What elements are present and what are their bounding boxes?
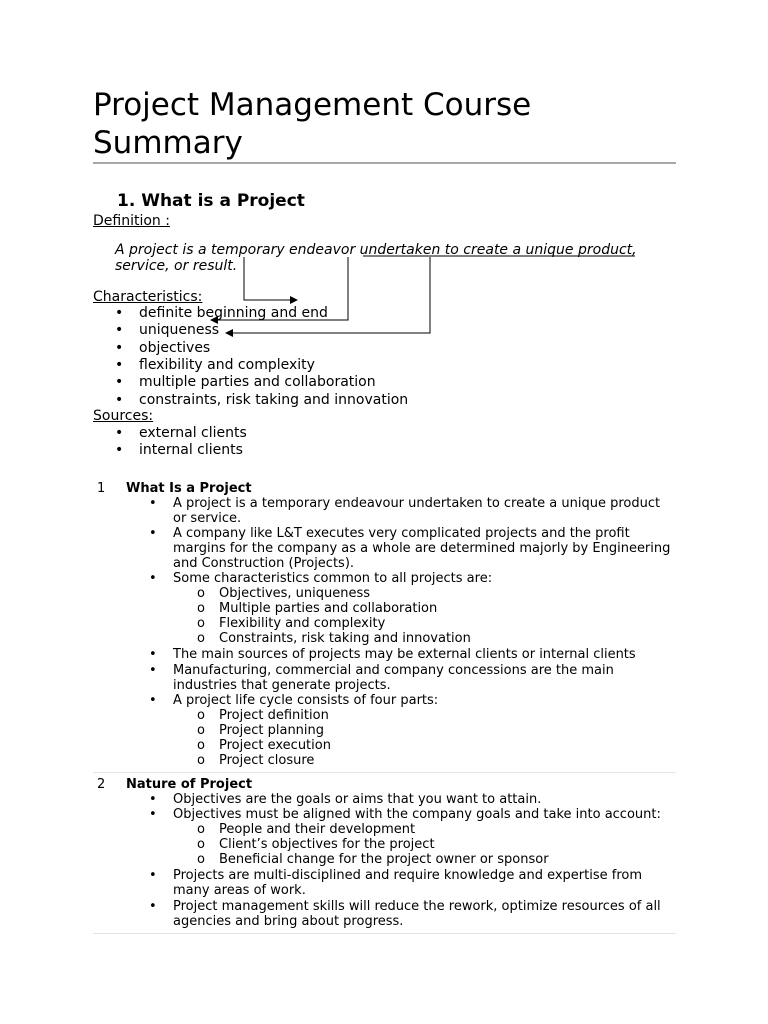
table-row-separator <box>93 772 676 773</box>
bullet-marker: • <box>115 340 124 356</box>
row-title: Nature of Project <box>126 777 253 792</box>
sub-bullet-marker: o <box>197 738 205 753</box>
sub-list-item: Objectives, uniqueness <box>219 586 371 601</box>
list-item: margins for the company as a whole are determined majorly by Engineering <box>173 541 671 556</box>
list-item: Project management skills will reduce the rework, optimize resources of all <box>173 899 661 914</box>
sub-bullet-marker: o <box>197 723 205 738</box>
row-number: 1 <box>97 481 106 496</box>
definition-text-line2: service, or result. <box>115 258 238 274</box>
bullet-marker: • <box>149 693 157 708</box>
row-number: 2 <box>97 777 106 792</box>
sub-list-item: Project definition <box>219 708 329 723</box>
bullet-marker: • <box>115 305 124 321</box>
list-item: and Construction (Projects). <box>173 556 355 571</box>
arrow-to-beginning-end <box>244 257 297 300</box>
row-title: What Is a Project <box>126 481 252 496</box>
document-title-line1: Project Management Course <box>93 87 532 123</box>
arrow-to-objectives <box>211 257 348 320</box>
table-row-separator <box>93 933 676 934</box>
list-item: A project is a temporary endeavour undertaken to create a unique product <box>173 496 661 511</box>
list-item: constraints, risk taking and innovation <box>139 392 409 408</box>
bullet-marker: • <box>149 647 157 662</box>
bullet-marker: • <box>115 442 124 458</box>
sub-bullet-marker: o <box>197 837 205 852</box>
sub-bullet-marker: o <box>197 822 205 837</box>
list-item: internal clients <box>139 442 243 458</box>
bullet-marker: • <box>149 496 157 511</box>
sub-list-item: Project closure <box>219 753 315 768</box>
list-item: multiple parties and collaboration <box>139 374 376 390</box>
list-item: The main sources of projects may be external clients or internal clients <box>173 647 636 662</box>
list-item: A company like L&T executes very complicated projects and the profit <box>173 526 630 541</box>
list-item: A project life cycle consists of four parts: <box>173 693 439 708</box>
sub-list-item: Client’s objectives for the project <box>219 837 435 852</box>
list-item: definite beginning and end <box>139 305 328 321</box>
sub-bullet-marker: o <box>197 708 205 723</box>
sub-list-item: Flexibility and complexity <box>219 616 386 631</box>
bullet-marker: • <box>149 571 157 586</box>
list-item: Projects are multi-disciplined and require knowledge and expertise from <box>173 868 642 883</box>
section-heading: 1. What is a Project <box>117 191 305 211</box>
bullet-marker: • <box>115 392 124 408</box>
list-item: Some characteristics common to all projects are: <box>173 571 493 586</box>
sub-bullet-marker: o <box>197 586 205 601</box>
sub-list-item: Project execution <box>219 738 331 753</box>
bullet-marker: • <box>149 868 157 883</box>
bullet-marker: • <box>115 357 124 373</box>
bullet-marker: • <box>149 807 157 822</box>
document-title-line2: Summary <box>93 125 243 161</box>
list-item: Manufacturing, commercial and company concessions are the main <box>173 663 614 678</box>
list-item: Objectives are the goals or aims that you want to attain. <box>173 792 542 807</box>
arrow-to-uniqueness <box>226 257 430 333</box>
bullet-marker: • <box>115 374 124 390</box>
definition-text-line1: A project is a temporary endeavor undertaken to create a unique product, <box>115 242 637 258</box>
list-item: external clients <box>139 425 247 441</box>
sources-label: Sources: <box>93 408 154 424</box>
sub-bullet-marker: o <box>197 601 205 616</box>
bullet-marker: • <box>149 663 157 678</box>
sub-list-item: Multiple parties and collaboration <box>219 601 438 616</box>
list-item: agencies and bring about progress. <box>173 914 404 929</box>
list-item: industries that generate projects. <box>173 678 391 693</box>
bullet-marker: • <box>149 899 157 914</box>
bullet-marker: • <box>149 526 157 541</box>
list-item: Objectives must be aligned with the company goals and take into account: <box>173 807 661 822</box>
list-item: or service. <box>173 511 242 526</box>
list-item: flexibility and complexity <box>139 357 315 373</box>
sub-list-item: Project planning <box>219 723 325 738</box>
bullet-marker: • <box>115 425 124 441</box>
sub-bullet-marker: o <box>197 852 205 867</box>
characteristics-label: Characteristics: <box>93 289 203 305</box>
bullet-marker: • <box>115 322 124 338</box>
sub-bullet-marker: o <box>197 616 205 631</box>
sub-bullet-marker: o <box>197 753 205 768</box>
sub-list-item: People and their development <box>219 822 416 837</box>
definition-label: Definition : <box>93 213 170 229</box>
list-item: uniqueness <box>139 322 220 338</box>
bullet-marker: • <box>149 792 157 807</box>
sub-list-item: Constraints, risk taking and innovation <box>219 631 471 646</box>
list-item: objectives <box>139 340 211 356</box>
list-item: many areas of work. <box>173 883 306 898</box>
sub-list-item: Beneficial change for the project owner or sponsor <box>219 852 549 867</box>
sub-bullet-marker: o <box>197 631 205 646</box>
